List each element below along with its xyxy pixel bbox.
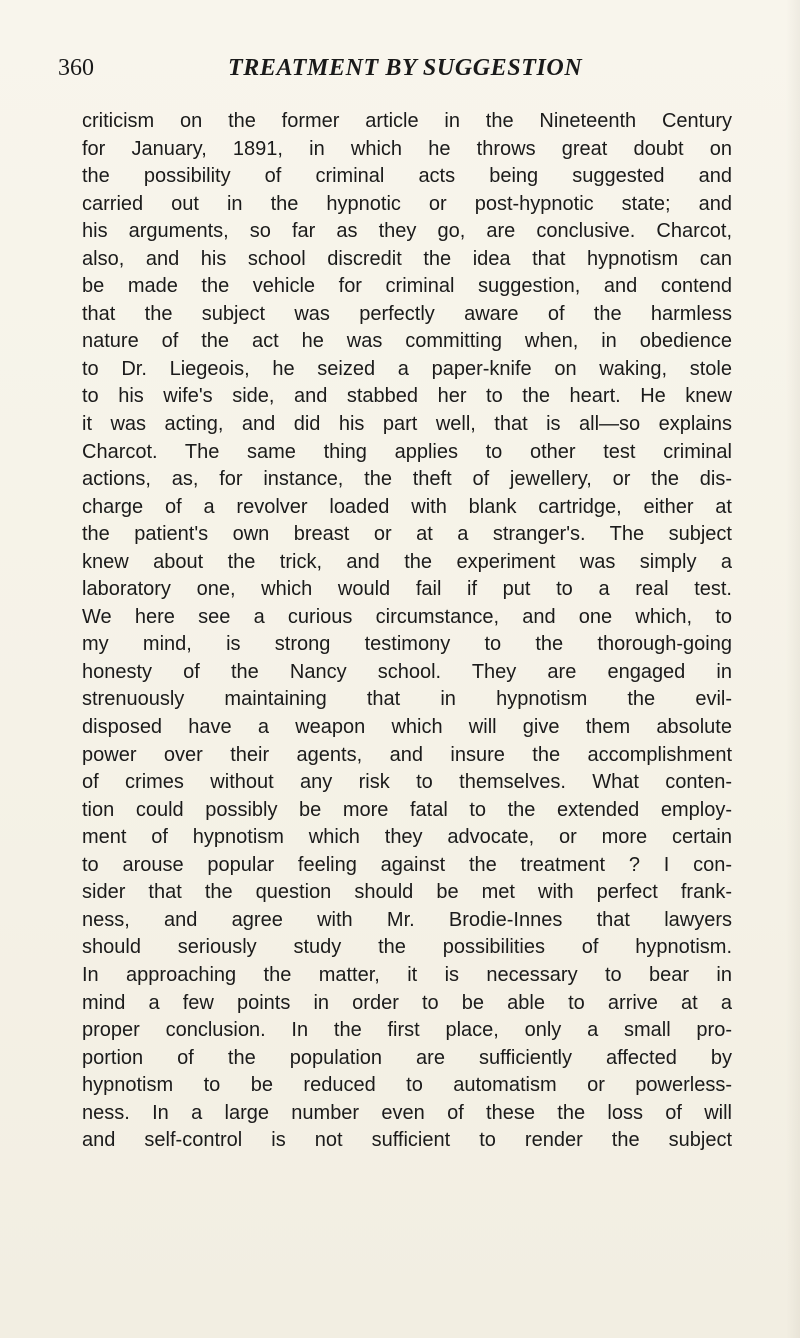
text-line: In approaching the matter, it is necessary to bear in [82, 963, 732, 986]
text-line: ment of hypnotism which they advocate, or more certain [82, 826, 732, 849]
text-line: honesty of the Nancy school. They are engaged in [82, 660, 732, 683]
text-line: should seriously study the possibilities of hypnotism. [82, 936, 732, 959]
text-line: the patient's own breast or at a stranger's. The subject [82, 523, 732, 546]
text-line: the possibility of criminal acts being suggested and [82, 165, 732, 188]
text-line: disposed have a weapon which will give them absolute [82, 716, 732, 739]
text-line: sider that the question should be met with perfect frank- [82, 881, 732, 904]
text-line: to Dr. Liegeois, he seized a paper-knife on waking, stole [82, 357, 732, 380]
text-line: of crimes without any risk to themselves. What conten- [82, 771, 732, 794]
body-text [82, 108, 732, 1155]
text-line: carried out in the hypnotic or post-hypnotic state; and [82, 192, 732, 215]
text-line: that the subject was perfectly aware of the harmless [82, 302, 732, 325]
text-line: power over their agents, and insure the accomplishment [82, 743, 732, 766]
text-line: my mind, is strong testimony to the thorough-going [82, 633, 732, 656]
text-line: ness. In a large number even of these the loss of will [82, 1101, 732, 1124]
text-line: knew about the trick, and the experiment was simply a [82, 550, 732, 573]
text-line: for January, 1891, in which he throws great doubt on [82, 137, 732, 160]
text-line: it was acting, and did his part well, that is all—so explains [82, 413, 732, 436]
text-line: nature of the act he was committing when, in obedience [82, 330, 732, 353]
text-line: mind a few points in order to be able to arrive at a [82, 991, 732, 1014]
text-line: and self-control is not sufficient to render the subject [82, 1129, 732, 1152]
text-line: Charcot. The same thing applies to other test criminal [82, 440, 732, 463]
text-line: portion of the population are sufficiently affected by [82, 1046, 732, 1069]
page-number: 360 [58, 55, 94, 81]
text-line: ness, and agree with Mr. Brodie-Innes that lawyers [82, 908, 732, 931]
text-line: to arouse popular feeling against the treatment ? I con- [82, 853, 732, 876]
text-line: his arguments, so far as they go, are conclusive. Charcot, [82, 220, 732, 243]
text-line: tion could possibly be more fatal to the extended employ- [82, 798, 732, 821]
text-line: criticism on the former article in the Nineteenth Century [82, 110, 732, 132]
text-line: hypnotism to be reduced to automatism or powerless- [82, 1074, 732, 1097]
text-line: laboratory one, which would fail if put to a real test. [82, 578, 732, 601]
text-line: to his wife's side, and stabbed her to the heart. He knew [82, 385, 732, 408]
text-line: actions, as, for instance, the theft of jewellery, or the dis- [82, 468, 732, 491]
page-gutter-shadow [786, 0, 800, 1338]
text-line: charge of a revolver loaded with blank cartridge, either at [82, 495, 732, 518]
text-line: We here see a curious circumstance, and one which, to [82, 605, 732, 628]
text-line: be made the vehicle for criminal suggestion, and contend [82, 275, 732, 298]
text-line: also, and his school discredit the idea that hypnotism can [82, 247, 732, 270]
page-header [58, 52, 748, 84]
text-line: proper conclusion. In the first place, only a small pro- [82, 1019, 732, 1042]
running-head: TREATMENT BY SUGGESTION [228, 55, 583, 81]
text-line: strenuously maintaining that in hypnotism the evil- [82, 688, 732, 711]
